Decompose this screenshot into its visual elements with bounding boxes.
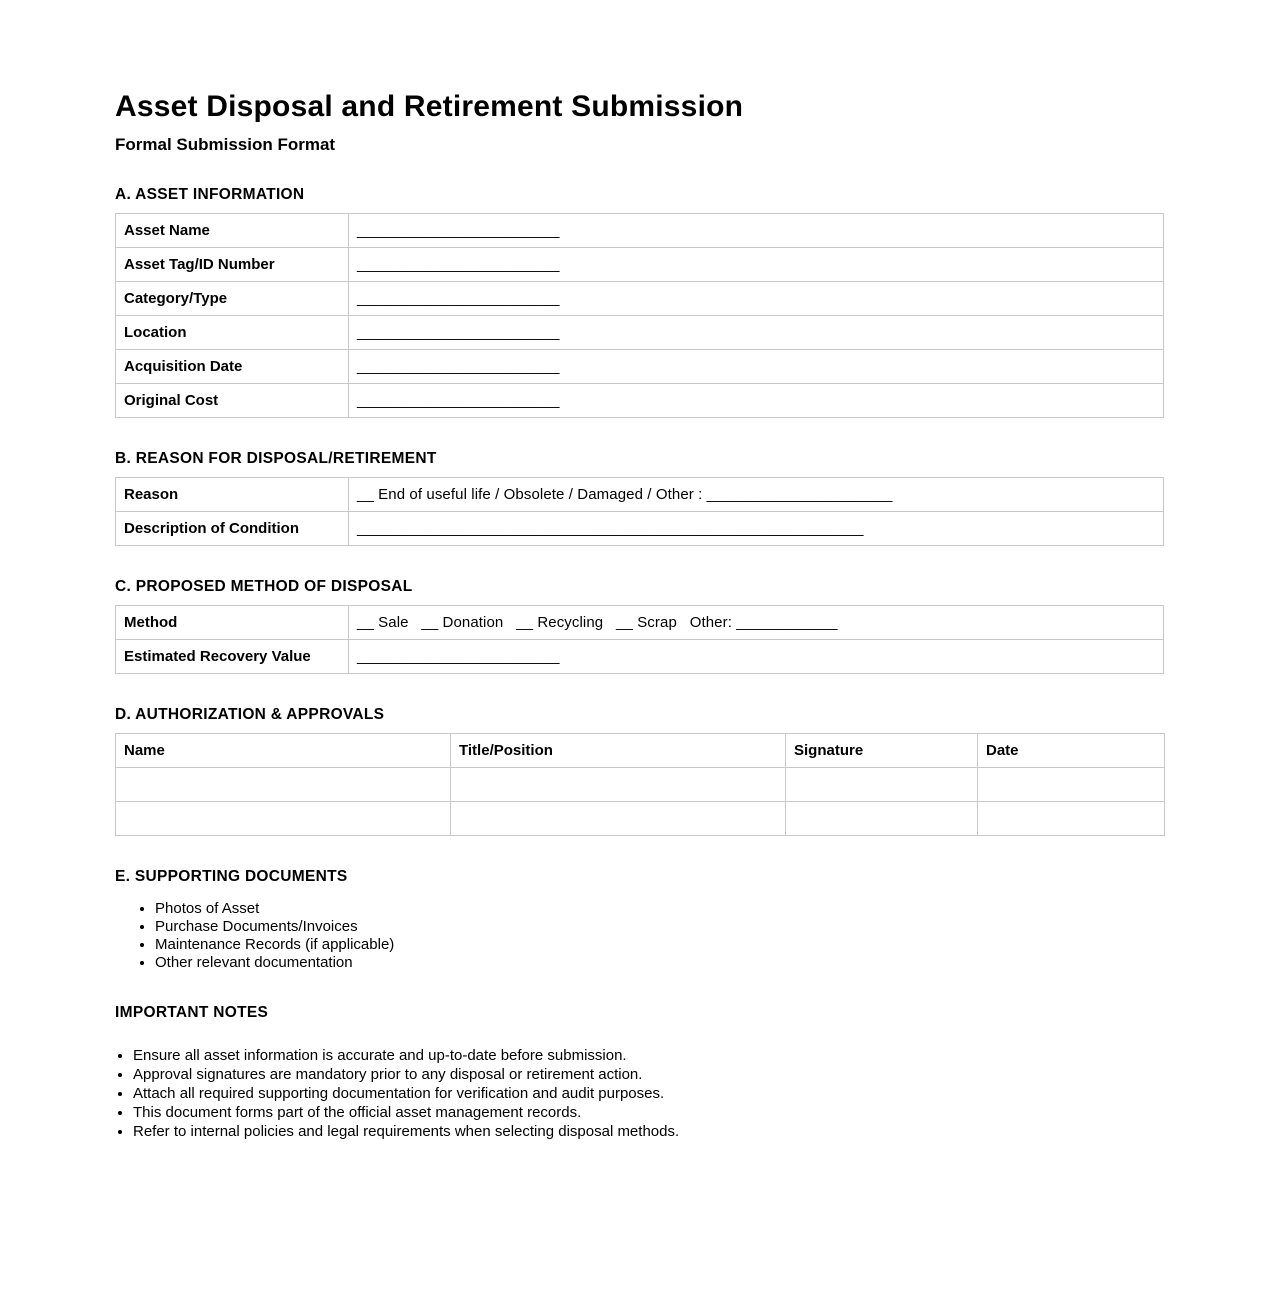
list-item: • Photos of Asset <box>155 900 1164 918</box>
disposal-reason-table <box>115 477 1164 546</box>
section-d-heading: D. AUTHORIZATION & APPROVALS <box>115 706 385 724</box>
table-row <box>116 768 1165 802</box>
section-b-heading: B. REASON FOR DISPOSAL/RETIREMENT <box>115 450 437 468</box>
field-label-reason: Reason <box>116 478 349 512</box>
table-row <box>116 640 1164 674</box>
important-notes-heading: IMPORTANT NOTES <box>115 1004 269 1022</box>
table-row <box>116 606 1164 640</box>
table-row <box>116 248 1164 282</box>
approval-cell-name[interactable] <box>116 802 451 836</box>
table-header-row <box>116 734 1165 768</box>
approvals-table <box>115 733 1165 836</box>
field-label-asset-name: Asset Name <box>116 214 349 248</box>
field-label-original-cost: Original Cost <box>116 384 349 418</box>
list-item: • Purchase Documents/Invoices <box>155 918 1164 936</box>
approval-cell-name[interactable] <box>116 768 451 802</box>
fill-in-line-recovery-value[interactable]: ________________________ <box>349 640 1164 674</box>
list-item: • Maintenance Records (if applicable) <box>155 936 1164 954</box>
table-row <box>116 282 1164 316</box>
section-c-heading: C. PROPOSED METHOD OF DISPOSAL <box>115 578 413 596</box>
fill-in-line-reason[interactable]: __ End of useful life / Obsolete / Damaged / Other : ______________________ <box>349 478 1164 512</box>
column-header-signature: Signature <box>786 734 978 768</box>
approval-cell-date[interactable] <box>978 802 1165 836</box>
section-a-heading: A. ASSET INFORMATION <box>115 186 305 204</box>
field-label-condition: Description of Condition <box>116 512 349 546</box>
table-row <box>116 512 1164 546</box>
page-subtitle: Formal Submission Format <box>115 134 336 154</box>
field-label-asset-tag: Asset Tag/ID Number <box>116 248 349 282</box>
table-row <box>116 478 1164 512</box>
asset-information-table <box>115 213 1164 418</box>
important-notes-list <box>115 1046 1164 1141</box>
approval-cell-signature[interactable] <box>786 768 978 802</box>
disposal-method-table <box>115 605 1164 674</box>
field-label-category: Category/Type <box>116 282 349 316</box>
fill-in-line-acquisition-date[interactable]: ________________________ <box>349 350 1164 384</box>
table-row <box>116 350 1164 384</box>
fill-in-line-method[interactable]: __ Sale __ Donation __ Recycling __ Scrap Other: ____________ <box>349 606 1164 640</box>
field-label-acquisition-date: Acquisition Date <box>116 350 349 384</box>
section-e-heading: E. SUPPORTING DOCUMENTS <box>115 868 348 886</box>
column-header-title-position: Title/Position <box>451 734 786 768</box>
table-row <box>116 384 1164 418</box>
fill-in-line-category[interactable]: ________________________ <box>349 282 1164 316</box>
approval-cell-date[interactable] <box>978 768 1165 802</box>
fill-in-line-asset-tag[interactable]: ________________________ <box>349 248 1164 282</box>
column-header-name: Name <box>116 734 451 768</box>
list-item: • Ensure all asset information is accurate and up-to-date before submission. <box>133 1046 1164 1065</box>
supporting-documents-list <box>115 900 1164 972</box>
fill-in-line-condition[interactable]: ____________________________________________________________ <box>349 512 1164 546</box>
approval-cell-title[interactable] <box>451 768 786 802</box>
field-label-recovery-value: Estimated Recovery Value <box>116 640 349 674</box>
page-title: Asset Disposal and Retirement Submission <box>115 90 744 123</box>
list-item: • Refer to internal policies and legal requirements when selecting disposal methods. <box>133 1122 1164 1141</box>
fill-in-line-location[interactable]: ________________________ <box>349 316 1164 350</box>
list-item: • This document forms part of the official asset management records. <box>133 1103 1164 1122</box>
list-item: • Attach all required supporting documentation for verification and audit purposes. <box>133 1084 1164 1103</box>
approval-cell-title[interactable] <box>451 802 786 836</box>
table-row <box>116 316 1164 350</box>
list-item: • Approval signatures are mandatory prior to any disposal or retirement action. <box>133 1065 1164 1084</box>
table-row <box>116 214 1164 248</box>
fill-in-line-asset-name[interactable]: ________________________ <box>349 214 1164 248</box>
column-header-date: Date <box>978 734 1165 768</box>
field-label-method: Method <box>116 606 349 640</box>
fill-in-line-original-cost[interactable]: ________________________ <box>349 384 1164 418</box>
field-label-location: Location <box>116 316 349 350</box>
list-item: • Other relevant documentation <box>155 954 1164 972</box>
approval-cell-signature[interactable] <box>786 802 978 836</box>
table-row <box>116 802 1165 836</box>
